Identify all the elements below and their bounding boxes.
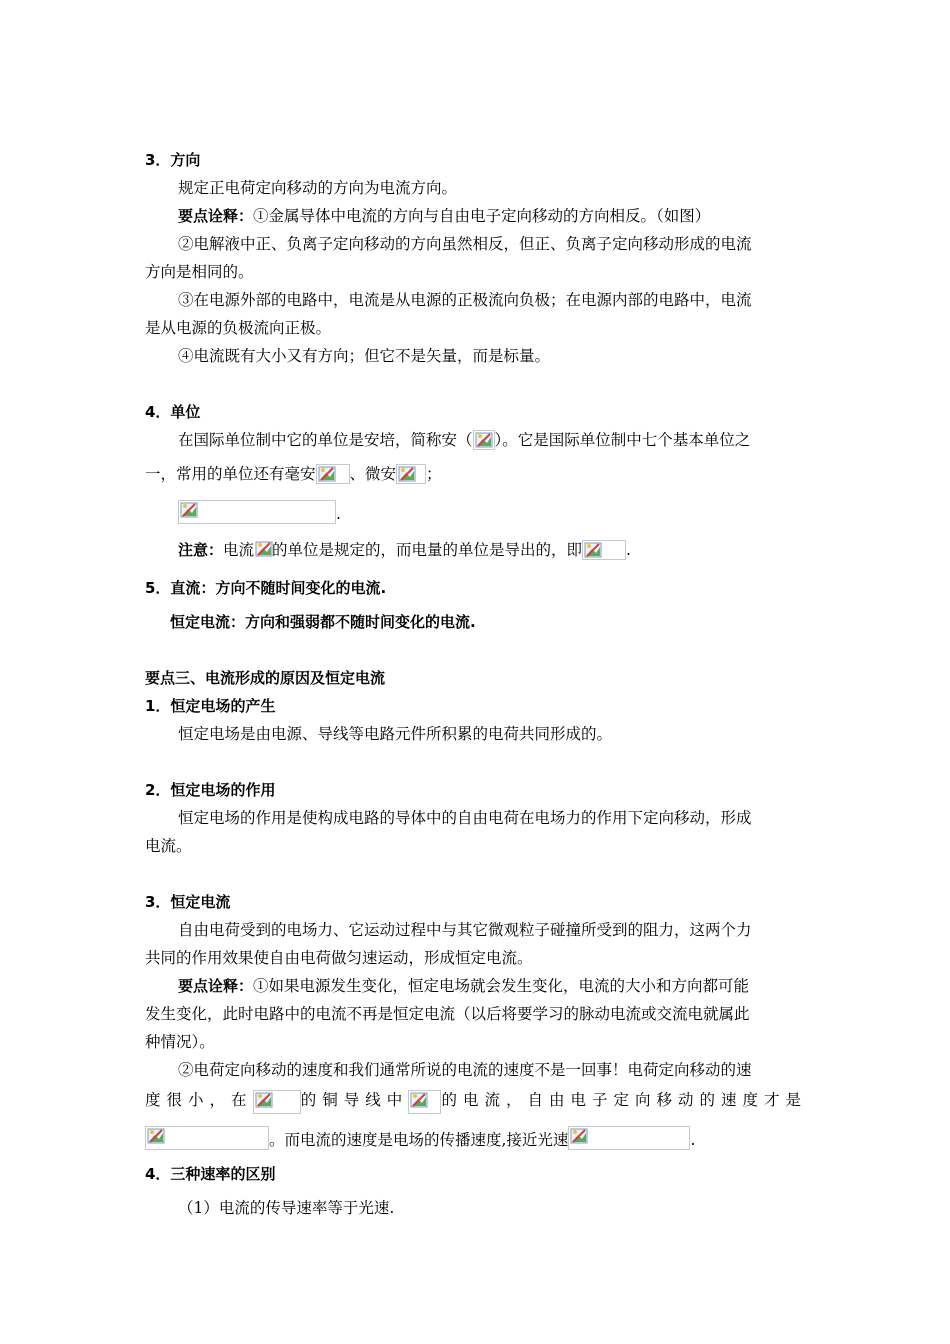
paragraph [178,976,840,996]
paragraph [145,464,807,484]
broken-image-icon [568,1126,690,1150]
paragraph: 种情况）。 [145,1033,215,1051]
broken-image-icon [178,500,336,524]
point-3-heading: 要点三、电流形成的原因及恒定电流 [145,669,386,687]
paragraph: 发生变化，此时电路中的电流不再是恒定电流（以后将要学习的脉动电流或交流电就属此 [145,1005,750,1023]
text: 电流 [223,541,255,559]
section-3-title: 3．方向 [145,151,201,169]
broken-image-icon [253,1090,301,1114]
paragraph: 恒定电场是由电源、导线等电路元件所积累的电荷共同形成的。 [178,725,613,743]
paragraph: 规定正电荷定向移动的方向为电流方向。 [178,179,458,197]
section-4-title: 4．单位 [145,403,201,421]
paragraph: ④电流既有大小又有方向；但它不是矢量，而是标量。 [178,347,551,365]
note-text: ①金属导体中电流的方向与自由电子定向移动的方向相反。（如图） [253,207,711,225]
paragraph: 共同的作用效果使自由电荷做匀速运动，形成恒定电流。 [145,949,533,967]
text: 一，常用的单位还有毫安 [145,465,316,483]
broken-image-icon [145,1126,269,1150]
paragraph [145,1090,807,1114]
text: ）。它是国际单位制中七个基本单位之 [494,431,751,449]
broken-image-icon [254,540,272,560]
paragraph: 电流。 [145,837,192,855]
subsection-title: 3．恒定电流 [145,893,231,911]
broken-image-icon [473,430,495,450]
subsection-title: 4．三种速率的区别 [145,1165,276,1183]
text: ； [426,465,442,483]
text: 度很小，在 [145,1091,253,1109]
broken-image-icon [408,1090,441,1114]
note-label: 要点诠释： [178,977,254,995]
text: ①如果电源发生变化，恒定电场就会发生变化，电流的大小和方向都可能 [253,977,750,995]
subsection-title: 2．恒定电场的作用 [145,781,276,799]
paragraph: 恒定电场的作用是使构成电路的导体中的自由电荷在电场力的作用下定向移动，形成 [178,809,752,827]
note-label: 要点诠释： [178,207,254,225]
broken-image-icon [582,540,626,560]
constant-current-definition: 恒定电流：方向和强弱都不随时间变化的电流. [170,613,476,631]
paragraph [178,206,840,226]
paragraph [178,430,840,450]
text: . [336,505,341,523]
paragraph: ②电荷定向移动的速度和我们通常所说的电流的速度不是一回事！电荷定向移动的速 [178,1061,752,1079]
text: 。而电流的速度是电场的传播速度,接近光速 [269,1131,569,1149]
text: . [690,1131,696,1149]
text: 的铜导线中 [300,1091,409,1109]
formula-line [178,500,840,524]
list-item: （1）电流的传导速率等于光速. [178,1199,395,1217]
broken-image-icon [396,464,426,484]
text: 的单位是规定的，而电量的单位是导出的，即 [272,541,583,559]
paragraph: 方向是相同的。 [145,263,254,281]
paragraph: 是从电源的负极流向正极。 [145,319,332,337]
paragraph [178,540,840,560]
broken-image-icon [316,464,350,484]
text: 的电流，自由电子定向移动的速度才是 [441,1091,807,1109]
notice-label: 注意： [178,541,224,559]
subsection-title: 1．恒定电场的产生 [145,697,276,715]
paragraph: ②电解液中正、负离子定向移动的方向虽然相反，但正、负离子定向移动形成的电流 [178,235,752,253]
text: . [626,541,631,559]
text: 在国际单位制中它的单位是安培，简称安（ [178,431,473,449]
text: 、微安 [349,465,397,483]
section-5-title: 5．直流：方向不随时间变化的电流. [145,579,387,597]
paragraph: ③在电源外部的电路中，电流是从电源的正极流向负极；在电源内部的电路中，电流 [178,291,752,309]
paragraph: 自由电荷受到的电场力、它运动过程中与其它微观粒子碰撞所受到的阻力，这两个力 [178,921,752,939]
paragraph [145,1126,807,1150]
